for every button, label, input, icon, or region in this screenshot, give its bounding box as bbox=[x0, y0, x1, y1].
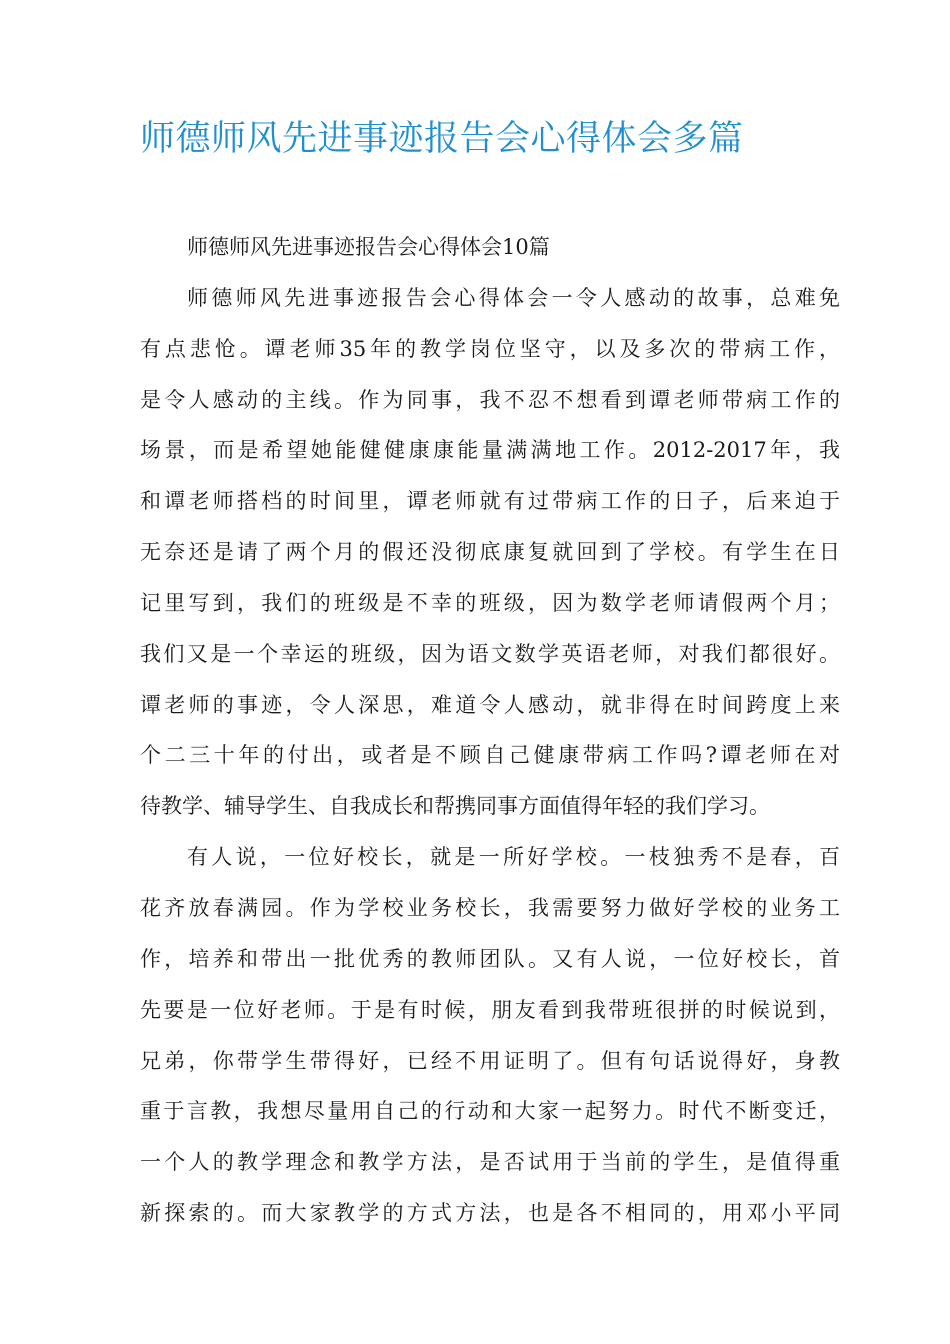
text-line: 个二三十年的付出，或者是不顾自己健康带病工作吗?谭老师在对 bbox=[140, 743, 840, 768]
text-line: 先要是一位好老师。于是有时候，朋友看到我带班很拼的时候说到， bbox=[140, 997, 840, 1022]
text-line: 花齐放春满园。作为学校业务校长，我需要努力做好学校的业务工 bbox=[140, 895, 840, 920]
document-body bbox=[140, 222, 840, 1239]
text-line: 一个人的教学理念和教学方法，是否试用于当前的学生，是值得重 bbox=[140, 1150, 840, 1175]
text-line: 是令人感动的主线。作为同事，我不忍不想看到谭老师带病工作的 bbox=[140, 387, 840, 412]
text-line: 作，培养和带出一批优秀的教师团队。又有人说，一位好校长，首 bbox=[140, 946, 840, 971]
text-line: 场景，而是希望她能健健康康能量满满地工作。2012-2017年，我 bbox=[140, 438, 840, 463]
text-line: 无奈还是请了两个月的假还没彻底康复就回到了学校。有学生在日 bbox=[140, 540, 840, 565]
text-line: 师德师风先进事迹报告会心得体会一令人感动的故事，总难免 bbox=[187, 285, 840, 310]
text-line: 和谭老师搭档的时间里，谭老师就有过带病工作的日子，后来迫于 bbox=[140, 489, 840, 514]
text-line: 我们又是一个幸运的班级，因为语文数学英语老师，对我们都很好。 bbox=[140, 641, 840, 666]
text-line: 新探索的。而大家教学的方式方法，也是各不相同的，用邓小平同 bbox=[140, 1201, 840, 1226]
text-line: 谭老师的事迹，令人深思，难道令人感动，就非得在时间跨度上来 bbox=[140, 692, 840, 717]
text-line: 记里写到，我们的班级是不幸的班级，因为数学老师请假两个月； bbox=[140, 590, 840, 615]
text-line: 待教学、辅导学生、自我成长和帮携同事方面值得年轻的我们学习。 bbox=[140, 794, 770, 819]
text-line: 有点悲怆。谭老师35年的教学岗位坚守，以及多次的带病工作， bbox=[140, 336, 840, 361]
text-line: 师德师风先进事迹报告会心得体会10篇 bbox=[187, 235, 550, 259]
text-line: 重于言教，我想尽量用自己的行动和大家一起努力。时代不断变迁， bbox=[140, 1099, 840, 1124]
text-line: 有人说，一位好校长，就是一所好学校。一枝独秀不是春，百 bbox=[187, 845, 840, 870]
document-title: 师德师风先进事迹报告会心得体会多篇 bbox=[140, 119, 744, 159]
text-line: 兄弟，你带学生带得好，已经不用证明了。但有句话说得好，身教 bbox=[140, 1048, 840, 1073]
